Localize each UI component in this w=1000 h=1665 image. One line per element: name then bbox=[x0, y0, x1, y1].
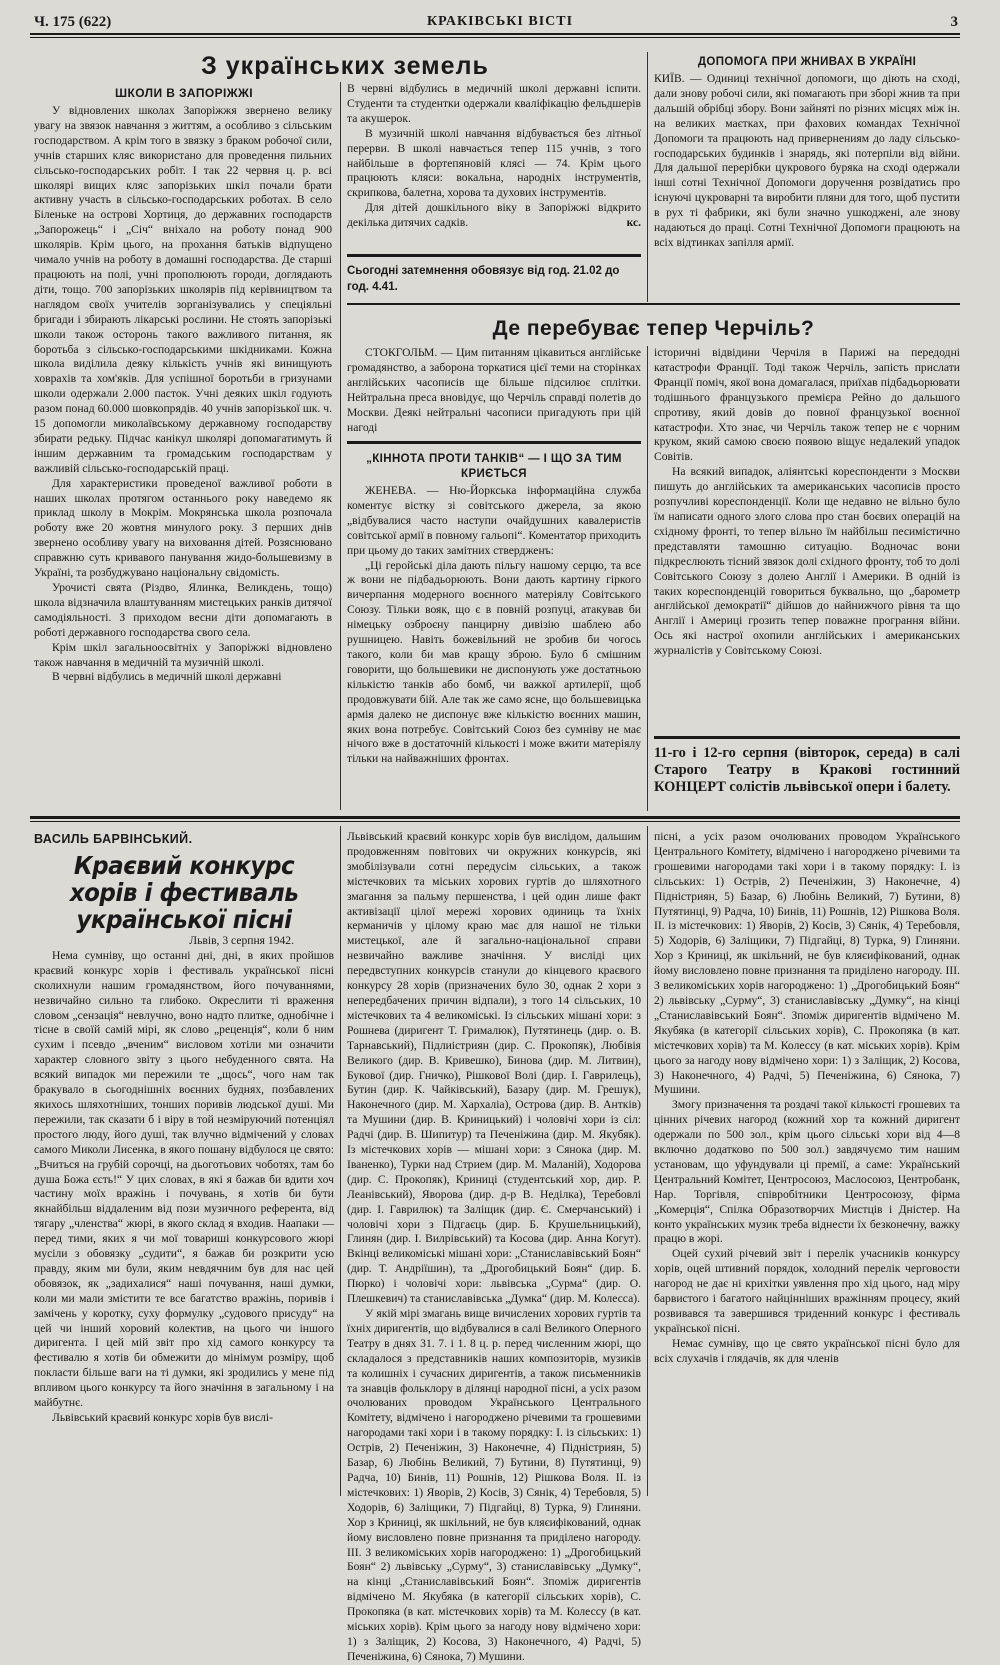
page-section-rule-thin bbox=[30, 821, 960, 822]
page-section-rule bbox=[30, 816, 960, 819]
harvest-column bbox=[654, 72, 960, 297]
schools-p5: В червні відбулись в медичній школі державні іспити. Студенти та студентки одержали кваліфікацію фельдшерів та акушерок. bbox=[347, 82, 641, 125]
schools-p3: Урочисті свята (Різдво, Ялинка, Великдень, тощо) школа відзначила влаштуванням мистецьких ранків дитячої самодіяльності. З приходом весни діти допомагають в роботі державного господарства свого села. bbox=[34, 581, 332, 639]
churchill-left bbox=[347, 346, 641, 436]
churchill-right-p1: історичні відвідини Черчіля в Парижі на передодні катастрофи Франції. Тоді також Черчіль, запість прислати Франції поміч, якої вона домагалася, приїхав підбадьорювати тодішнього французького премієра Рейно до дальшого спротиву, який довів до повної французької воєнної катастрофи. Хто знає, чи Черчіль також тепер не є чорним круком, який самою своєю появою віщує недалекий упадок Совітів. bbox=[654, 346, 960, 464]
concert-rule-top bbox=[654, 736, 960, 739]
churchill-right bbox=[654, 346, 960, 726]
header-rule bbox=[30, 33, 960, 35]
choir-p5: Оцей сухий річевий звіт і перелік учасників конкурсу хорів, оцей штивний порядок, холодний перелік черговости нагород не дає ні крихітки уявлення про хід цього, над міру барвистого і багатого найцінніших вражінням процесу, який розвивався та завершився триденний конкурс і фестиваль української пісні. bbox=[654, 1247, 960, 1335]
cavalry-p2: „Ці геройські діла дають пільгу нашому серцю, та все ж вони не підбадьорюють. Вони дають картину гіркого вичерпання модерного воєнного матеріялу Совітського Союзу. Тільки вояк, що є в повній розпуці, атакував би німецьку озброєну панцирну дивізію шаблею або рушницею. Навіть божевільний не зробив би чогось такого, коли би мав кращу зброю. Було б смішним говорити, що большевики не диспонують уже достатньою кількістю танків або бомб, чи важкої артилерії, щоб продовжувати бій. Але так же само ясне, що большевицька армія далеко не диспонує вже кількістю воєнних машин, яких вона потребує. Совітський Союз без сумніву не має нічого вже в достаточній кількості і може вжити матеріялу тільки на найважніших фронтах. bbox=[347, 558, 641, 766]
column-divider bbox=[340, 826, 341, 1496]
cavalry-title: „КІННОТА ПРОТИ ТАНКІВ“ — І ЩО ЗА ТИМ КРИЄТЬСЯ bbox=[366, 453, 622, 480]
blackout-notice: Сьогодні затемнення обовязує від год. 21.02 до год. 4.41. bbox=[347, 265, 620, 293]
schools-p4: Крім шкіл загальноосвітніх у Запоріжжі відновлено також навчання в медичній та музичній школі. bbox=[34, 640, 332, 669]
schools-p7 bbox=[347, 201, 641, 231]
cavalry-column bbox=[347, 484, 641, 808]
notice-rule-top bbox=[347, 254, 641, 257]
concert-notice: 11-го і 12-го серпня (вівторок, середа) в салі Старого Театру в Кракові гостинний КОНЦЕРТ солістів львівської опери і балету. bbox=[654, 745, 960, 795]
choir-p4: Змогу призначення та роздачі такої кількості грошевих та цінних річевих нагород (кожний хор та кожний диригент одержали по 500 зол., крім цього сільські хори від 4—8 включно додатково по 500 зол.) завдячуємо тим нашим установам, що уфундували ці премії, а саме: Український Центральний Комітет, Центросоюз, Маслосоюз, Центробанк, Нар. Торгівля, співробітники Центросоюзу, фірма „Комерція“, Спілка Образотворчих Мистців і Дністер. На конто українських музик треба віднести їх безконечну, важку працю в жорі. bbox=[654, 1098, 960, 1246]
choir-p3-cont: пісні, а усіх разом очолюваних проводом Українського Центрального Комітету, відмічено і нагороджено річевими та грошевими нагородами такі хори і в такому порядку: І. із сільських: 1) Острів, 2) Печеніжин, 3) Наконечне, 4) Підністриян, 5) Базар, 6) Любінь Великий, 7) Бутини, 8) Путятинці, 9) Радча, 10) Бинів, 11) Рошнів, 12) Рішкова Воля. ІІ. із містечкових: 1) Яворів, 2) Косів, 3) Сянік, 4) Теребовля, 5) Ходорів, 6) Заліщики, 7) Підгайці, 8) Турка, 9) Глиняни. Хор з Криниці, як шкільний, не був кляєифікований, однак йому висловлено повне признання та приділено нагороду. ІІІ. З великоміських хорів нагороджено: 1) „Дрогобицький Боян“ 2) львівську „Сурму“, 3) станиславівську „Думку“, на кінці „Станиславівський Боян“. Зпоміж диригентів відмічено М. Якубяка (в категорії сільських хорів), С. Прокопяка (в кат. містечкових хорів) та М. Колессу (в кат. міських хорів). Крім цього за нагоду нову відмічено хори: 1) з Заліщик, 2) Косова, 3) Наконечного, 4) Радчі, 5) Печеніжина, 6) Сянока, 7) Мушини. bbox=[654, 830, 960, 1097]
harvest-title: ДОПОМОГА ПРИ ЖНИВАХ В УКРАЇНІ bbox=[697, 56, 917, 68]
choir-p6: Немає сумніву, що це свято української пісні було для всіх слухачів і глядачів, як для членів bbox=[654, 1336, 960, 1365]
column-divider bbox=[647, 826, 648, 1496]
choir-p2-start: Львівський краєвий конкурс хорів був вислі- bbox=[52, 1411, 273, 1424]
schools-p5a: В червні відбулись в медичній школі державні bbox=[52, 670, 282, 684]
schools-p2: Для характеристики проведеної важливої роботи в наших школах протягом останнього року наведемо як приклад школу в Мокрім. Мокрянська школа розпочала роботу вже 20 жовтня минулого року. З перших днів звернено особливу увагу на виховання дітей. Розяснювано справжню суть кривавого панування жидо-большевизму в Україні, та розбуджувано національну свідомість. bbox=[34, 476, 332, 580]
schools-subtitle: ШКОЛИ В ЗАПОРІЖЖІ bbox=[115, 86, 253, 100]
cavalry-rule-top bbox=[347, 441, 641, 444]
choir-p3: У якій мірі змагань вище вичислених хорових гуртів та їхніх диригентів, що відбувалися в салі Великого Оперного Театру в днях 31. 7. і 1. 8 ц. р. перед численним жюрі, що складалося з представників наших композиторів, музиків та колишніх і сучасних диригентів, а також письменників та знавців фольклору в ділянці народної пісні, а усіх разом очолюваних проводом Українського Центрального Комітету, відмічено і нагороджено річевими та грошевими нагородами такі хори і в такому порядку: І. із сільських: 1) Острів, 2) Печеніжин, 3) Наконечне, 4) Підністриян, 5) Базар, 6) Любінь Великий, 7) Бутини, 8) Путятинці, 9) Радча, 10) Бинів, 11) Рошнів, 12) Рішкова Воля. ІІ. із містечкових: 1) Яворів, 2) Косів, 3) Сянік, 4) Теребовля, 5) Ходорів, 6) Заліщики, 7) Підгайці, 8) Турка, 9) Глиняни. Хор з Криниці, як шкільний, не був кляєифікований, однак йому висловлено повне признання та приділено нагороду. ІІІ. З великоміських хорів нагороджено: 1) „Дрогобицький Боян“ 2) львівську „Сурму“, 3) станиславівську „Думку“, на кінці „Станиславівський Боян“. Зпоміж диригентів відмічено М. Якубяка (в категорії сільських хорів), С. Прокопяка (в кат. містечкових хорів) та М. Колессу (в кат. міських хорів). Крім цього за нагоду нову відмічено хори: 1) з Заліщик, 2) Косова, 3) Наконечного, 4) Радчі, 5) Печеніжина, 6) Сянока, 7) Мушини. bbox=[347, 1307, 641, 1663]
cavalry-p1: ЖЕНЕВА. — Ню-Йоркська інформаційна служба коментує вістку зі совітського джерела, за якою „відбувалися часто наступи очайдушних кавалеристів совітської армії в повному гальопі“. Коментатор приходить при цьому до таких замітних ствердженъ: bbox=[347, 484, 641, 557]
choir-column-3 bbox=[654, 830, 960, 1495]
schools-column-2 bbox=[347, 82, 641, 244]
column-divider bbox=[647, 52, 648, 302]
choir-p1: Нема сумніву, що останні дні, дні, в яких пройшов краєвий конкурс хорів і фестиваль української пісні сколихнули нашим громадянством, його почуваннями, незвичайно сильно та глибоко. Окреслити ті враження словом „сензація“ невлучно, воно надто плитке, однобічне і тісне в своїй самій мірі, як слово „реценція“, коли б ним сухим і псевдо „вченим“ висловом хотіли ми означити характер словного звіту з цього небуденного свята. На всякий випадок ми пережили те „щось“, чого нам так бракувало в сьогоднішніх воєнних буднях, позбавлених якихось шляхотніших, тонших поривів людської душі. Ми пережили, так сказати б і віру в той незміруючий потенціял простого люду, його душі, так влучно відмічений у словах самого Миколи Лисенка, в якого пошану відбулося це свято: „Вчиться на грубій сорочці, на дьоготьових чоботях, там бо душа Божа єсть!“ У цих словах, в які я бажав би вдити хоч частину моїх вражінь і почувань, я хотів би бути якнайбільш віддаленим від пози музичного референта, від тягару „членства“ жюрі, в якого склад я входив. Наапаки — перед тими, яких я чи мої товариші конкурсового жюрі мусіли з обовязку „судити“, я бажав би розкрити усю правду, яким ми були, яким невдячним був для нас цей обовязок, як „задихалися“ наші почування, наші думки, коли ми мали змістити те все багатство вражінь, поривів і замічень у коротку, суху формулку „судового присуду“ на цей чи інший хоровий колектив, на цього чи іншого диригента. І цей мій звіт про хід самого конкурсу та фестивалю я хотів би обмежити до мінімум розміру, щоб покласти більше ваги на ті думки, які зродились у мене під впливом цього конкурсу та його значіння в загальному і на майбутнє. bbox=[34, 948, 334, 1410]
harvest-text: КИЇВ. — Одиниці технічної допомоги, що діють на сході, дали знову робочі сили, які помагають при зборі жнив та при дальшій обрібці збору. Вони зайняті по різних місцях між ін. на великих маєтках, при фахових командах Технічної Допомоги та працюють над привернениям до ладу сільсько-господарських будинків і знарядь, які потерпіли від війни. Для дальшої перерібки цукрового буряка на сході одержали інші сотні Технічної Допомоги доручення розвідатись про існуючі цукроварні та виробити пляни для того, щоб пустити в рух ті фабрики, які були значно ушкоджені, але знову надаються до праці. Сотні Технічної Допомоги працюють на всіх відтинках запілля армії. bbox=[654, 72, 960, 249]
schools-p1: У відновлених школах Запоріжжя звернено велику увагу на звязок навчання з життям, а особливо з сільським господарством. А крім того в звязку з браком робочої сили, учнів старших кляс використано для проведення пильних сільсько-господарських робіт. І так 22 червня ц. р. всі школярі вищих кляс запорізьких шкіл почали брати активну участь в сільсько-господарських роботах. В село Біленьке на острові Хортиця, до державних господарств „Запорожець“ і „Січ“ вніхало на роботу понад 900 школярів. Крім цього, на прохання батьків відпущено чимало учнів на роботу в домашні господарства. Де старші працюють на полі, учні прополюють городи, доглядають діти, тощо. 700 запорізьких школярів під керівництвом та наглядом своїх учителів зорганізувались у спеціяльні бригади і збирають лікарські рослини. Не стоять запорізькі школи також осторонь такого важливого питання, як боротьба з сільсько-господарськими шкідниками. Кожна школа виділила деяку кількість учнів які винищують ховрахів та хом'яків. Для успішної боротьби в гризунами школи одержали 2.000 пасток. Учні деяких шкіл годують разом понад 60.000 шовкопрядів. 40 учнів запорізької шк. ч. 15 допомогли миколаївському державному господарству збирати редьку. Підчас канікул школярі допомагатимуть й іншим державним та громадським господарствам у важливій сільсько-господарській праці. bbox=[34, 104, 332, 475]
choir-p2: Львівський краєвий конкурс хорів був вислідом, дальшим продовженням повітових чи окружних конкурсів, які змобілізували сотні передусім сільських, а також містечкових та міських хорових гуртів до шляхотного змагання за пальму першенства, і цей один лише факт активізації цілої мережі хорових одиниць та їхніх керманичів у цілому краю має для нашої не тільки мистецької, але й загально-національної справи незвичайно важливе значіння. У висліді цих передвступних конкурсів станули до кінцевого краєвого конкурсу 28 хорів (призначених було 30, однак 2 хори з непередбачених причин відпали), з того 14 сільських, 10 містечкових та 4 великоміські. Із сільських мішані хори: з Рошнева (диригент Т. Грималюк), Путятинець (дир. о. В. Тарнавський), Підлиістриян (дир. С. Прокопяк), Любівія Великого (дир. В. Кривешко), Бинова (дир. М. Литвин), Букової (дир. Гничко), Рішкової Волі (дир. І. Гаврилець), Бутин (дир. К. Чайківський), Базару (дир. М. Грешук), Наконечного (дир. М. Хархаліа), Острова (дир. В. Антків) та Мушини (дир. В. Криницький) і чоловічі хори із сіл: Радчі (дир. В. Шипитур) та Печеніжина (дир. М. Якубяк). Із містечкових хорів — мішані хори: з Сянока (дир. М. Іваненко), Турки над Стрием (дир. М. Маланій), Ходорова (дир. С. Прокопяк), Криниці (студентський хор, дир. Р. Леанівський), Яворова (дир. д-р В. Неділка), Теребовлі (дир. І. Гаврилюк) та Заліщик (дир. Є. Смерчанський) і чоловічі хори з Підгаєць (дир. Б. Крушельницький), Глинян (дир. І. Вилрівський) та Косова (дир. Анна Когут). Вкінці великоміські мішані хори: „Станиславівський Боян“ (дир. Т. Андріїшин), та „Дрогобицький Боян“ (дир. Б. Пюрко) і чоловічі хори: львівська „Сурма“ (дир. О. Плешкевич) та станиславівська „Думка“ (дир. М. Колесса). bbox=[347, 830, 641, 1306]
churchill-right-p2: На всякий випадок, аліянтські кореспонденти з Москви пишуть до англійських та американських часописів просто розпучливі кореспонденції. Коли ще недавно не вільно було їм написати одного злого слова про стан боєвих операцій на східному фронті, то тепер вільно їм найбільш песимістично представляти тамошню ситуацію. Водночас вони підкреслюють тісний звязок долі східного фронту, тоб то долі Совітського Союзу з долею Англії і Америки. В одній із таких кореспонденцій говориться буквально, що „барометр англійської демократії“ дійшов до найнижчого рівня та що Англії і Америці грозить тепер поважне програння війни. Ось які настрої охопили англійських і американських журналістів у Совітському Союзі. bbox=[654, 465, 960, 658]
churchill-left-text: СТОКГОЛЬМ. — Цим питанням цікавиться англійське громадянство, а заборона торкатися цієї теми на сторінках англійських часописів ще більше підсилює сплітки. Нейтральна преса вновідує, що Черчіль справді полетів до Москви. Деякі нейтральні часописи пригадують при цій нагоді bbox=[347, 346, 641, 434]
choir-column-1 bbox=[34, 934, 334, 1489]
section-title: З українських земель bbox=[201, 52, 489, 80]
schools-p6: В музичній школі навчання відбувається без літньої перерви. В школі навчається тепер 115 учнів, з того найбільше в фортепяновій клясі — 74. Крім цього працюють кляси: вокальна, народніх інструментів, скрипкова, балетна, хорова та духових інструментів. bbox=[347, 126, 641, 200]
issue-number: Ч. 175 (622) bbox=[34, 14, 112, 30]
newspaper-title: КРАКІВСЬКІ ВІСТІ bbox=[426, 14, 574, 29]
schools-column-1 bbox=[34, 104, 332, 805]
column-divider bbox=[647, 346, 648, 811]
column-divider bbox=[340, 82, 341, 810]
schools-signature: кс. bbox=[626, 216, 641, 230]
choir-column-2 bbox=[347, 830, 641, 1663]
schools-p7-text: Для дітей дошкільного віку в Запоріжжі відкрито декілька дитячих садків. bbox=[347, 201, 641, 230]
churchill-title: Де перебуває тепер Черчіль? bbox=[492, 317, 815, 340]
page-number: 3 bbox=[950, 14, 958, 30]
choir-dateline: Львів, 3 серпня 1942. bbox=[189, 934, 294, 947]
section-rule bbox=[347, 303, 960, 305]
header-rule-thin bbox=[30, 37, 960, 38]
choir-title: Краєвий конкурс хорів і фестиваль української пісні bbox=[69, 851, 299, 934]
choir-author: ВАСИЛЬ БАРВІНСЬКИЙ. bbox=[34, 832, 193, 846]
